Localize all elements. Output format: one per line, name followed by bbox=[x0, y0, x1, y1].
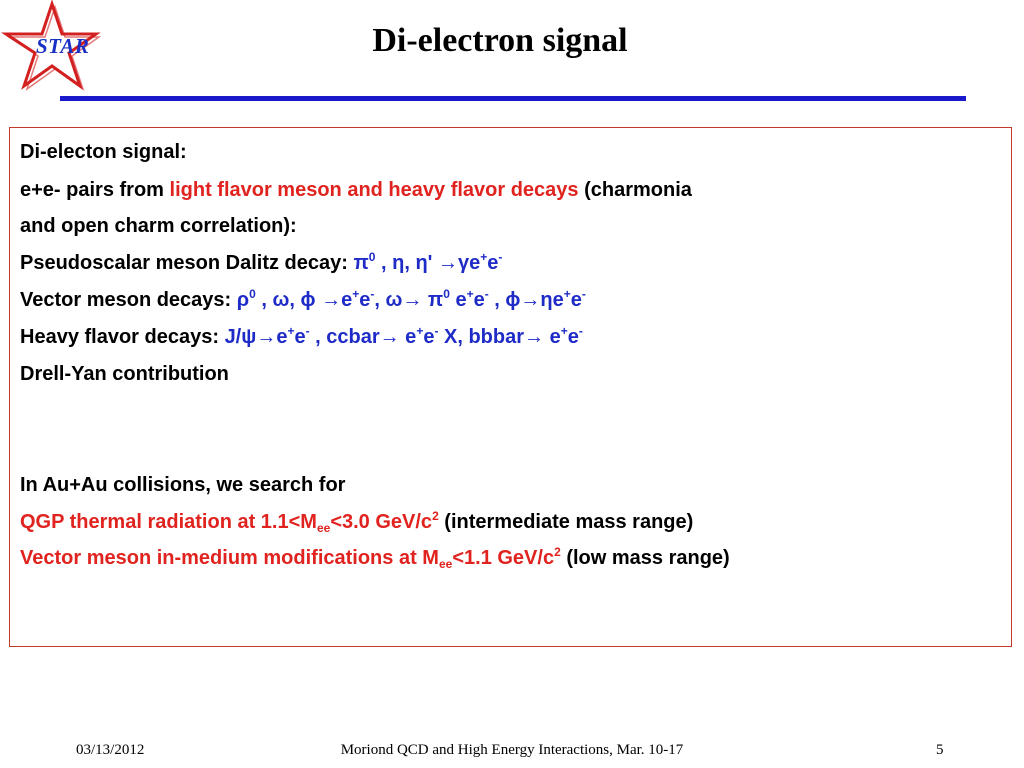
superscript: + bbox=[416, 324, 424, 338]
slide-title: Di-electron signal bbox=[372, 22, 628, 59]
particle: ρ bbox=[236, 289, 250, 311]
particle: e bbox=[294, 326, 306, 348]
label: Pseudoscalar meson Dalitz decay: bbox=[20, 252, 354, 274]
particle: e bbox=[567, 326, 579, 348]
particle: e bbox=[399, 326, 417, 348]
superscript: - bbox=[581, 287, 586, 301]
particle: , ω, ϕ bbox=[255, 289, 322, 311]
text: (low mass range) bbox=[560, 547, 730, 569]
superscript: - bbox=[498, 250, 503, 264]
superscript: + bbox=[352, 287, 360, 301]
highlight-text: light flavor meson and heavy flavor decays bbox=[169, 179, 579, 201]
highlight-text: <3.0 GeV/c bbox=[330, 511, 433, 533]
line-pairs bbox=[20, 178, 692, 202]
superscript: 0 bbox=[368, 250, 376, 264]
particle: π bbox=[422, 289, 444, 311]
particle: e bbox=[469, 252, 481, 274]
footer-date: 03/13/2012 bbox=[76, 742, 145, 758]
line-vector-meson bbox=[20, 288, 586, 312]
superscript: - bbox=[305, 324, 310, 338]
footer-conference: Moriond QCD and High Energy Interactions, Mar. 10-17 bbox=[340, 742, 684, 758]
arrow-icon: → bbox=[256, 326, 277, 348]
line-qgp bbox=[20, 510, 693, 534]
particle: e bbox=[449, 289, 467, 311]
superscript: - bbox=[484, 287, 489, 301]
arrow-icon: → bbox=[402, 289, 423, 311]
superscript: 0 bbox=[443, 287, 450, 301]
star-logo bbox=[0, 0, 120, 100]
label: Vector meson decays: bbox=[20, 289, 237, 311]
line-vector-meson-medium bbox=[20, 546, 730, 570]
subscript: ee bbox=[438, 557, 453, 571]
particle: e bbox=[570, 289, 582, 311]
particle: γ bbox=[458, 252, 470, 274]
arrow-icon: → bbox=[520, 289, 541, 311]
label: Heavy flavor decays: bbox=[20, 326, 225, 348]
particle: X, bbbar bbox=[438, 326, 525, 348]
subscript: ee bbox=[316, 521, 331, 535]
highlight-text: <1.1 GeV/c bbox=[452, 547, 555, 569]
arrow-icon: → bbox=[524, 326, 545, 348]
line-dalitz bbox=[20, 251, 502, 275]
logo-text: STAR bbox=[36, 34, 90, 58]
line-au-au: In Au+Au collisions, we search for bbox=[20, 474, 346, 496]
particle: J/ψ bbox=[224, 326, 257, 348]
highlight-text: QGP thermal radiation at 1.1<M bbox=[20, 511, 317, 533]
arrow-icon: → bbox=[379, 326, 400, 348]
superscript: + bbox=[287, 324, 295, 338]
arrow-icon: → bbox=[321, 289, 342, 311]
superscript: - bbox=[370, 287, 375, 301]
superscript: 2 bbox=[554, 545, 561, 559]
line-drell-yan: Drell-Yan contribution bbox=[20, 363, 229, 385]
particle: e bbox=[487, 252, 499, 274]
particle: e bbox=[276, 326, 288, 348]
page-number: 5 bbox=[936, 742, 944, 758]
text: e+e- pairs from bbox=[20, 179, 170, 201]
superscript: + bbox=[563, 287, 571, 301]
superscript: + bbox=[560, 324, 568, 338]
line-open-charm: and open charm correlation): bbox=[20, 215, 297, 237]
superscript: - bbox=[578, 324, 583, 338]
content-heading: Di-electon signal: bbox=[20, 141, 187, 163]
arrow-icon: → bbox=[438, 252, 458, 274]
particle: , ω bbox=[374, 289, 403, 311]
particle: e bbox=[359, 289, 371, 311]
particle: e bbox=[423, 326, 435, 348]
title-underline bbox=[60, 96, 966, 101]
superscript: + bbox=[480, 250, 488, 264]
line-heavy-flavor bbox=[20, 325, 583, 349]
particle: ηe bbox=[540, 289, 564, 311]
particle: π bbox=[353, 252, 369, 274]
highlight-text: Vector meson in-medium modifications at M bbox=[20, 547, 439, 569]
text: (intermediate mass range) bbox=[438, 511, 694, 533]
particle: , ϕ bbox=[488, 289, 521, 311]
superscript: 0 bbox=[249, 287, 256, 301]
superscript: - bbox=[434, 324, 439, 338]
particle: e bbox=[341, 289, 353, 311]
particle: e bbox=[544, 326, 561, 348]
particle: e bbox=[473, 289, 485, 311]
superscript: 2 bbox=[432, 509, 439, 523]
superscript: + bbox=[466, 287, 474, 301]
particle: , η, η' bbox=[375, 252, 438, 274]
text: (charmonia bbox=[578, 179, 692, 201]
particle: , ccbar bbox=[309, 326, 380, 348]
